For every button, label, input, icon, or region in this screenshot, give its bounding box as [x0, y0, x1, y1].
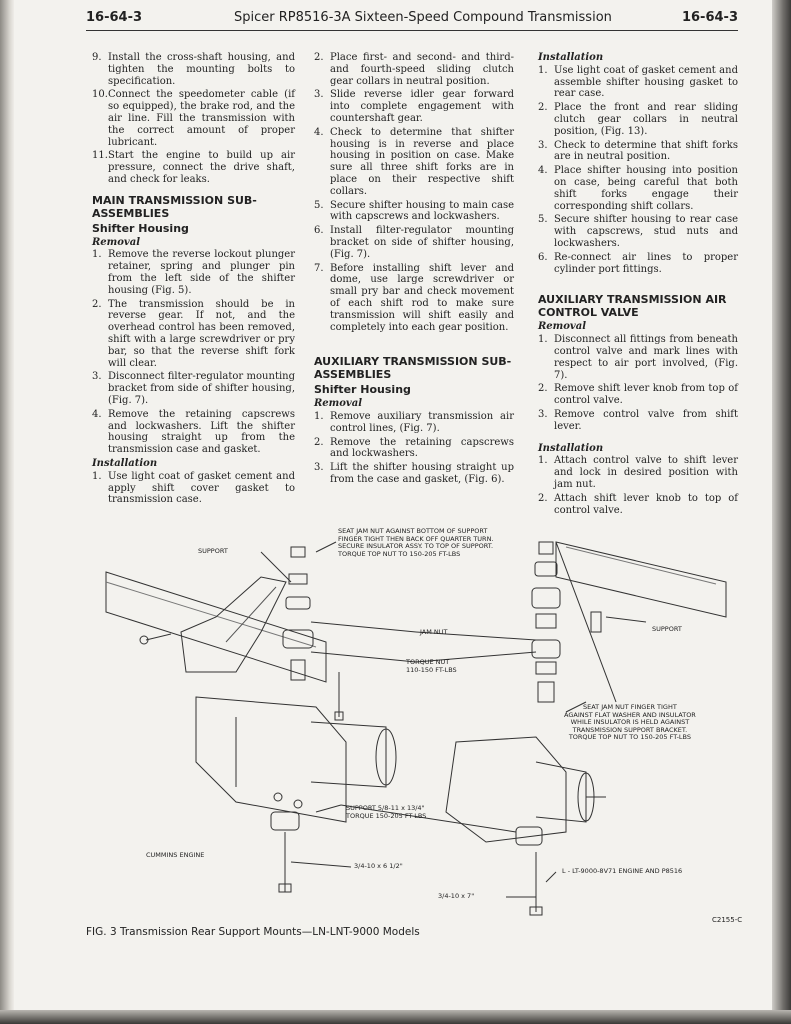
- note-line: FINGER TIGHT THEN BACK OFF QUARTER TURN.: [338, 534, 494, 543]
- list-item: [92, 52, 295, 87]
- label-jam-nut: JAM NUT: [420, 628, 448, 636]
- page-number-right: 16-64-3: [681, 10, 738, 25]
- list-item: [538, 214, 738, 249]
- list-item: [538, 334, 738, 381]
- note-line: SECURE INSULATOR ASSY. TO TOP OF SUPPORT.: [338, 542, 494, 550]
- item-text: Secure shifter housing to rear case with capscrews, stud nuts and lockwashers.: [554, 214, 738, 249]
- label-cummins-engine: CUMMINS ENGINE: [146, 851, 205, 859]
- item-number: 2.: [314, 52, 324, 63]
- item-number: 2.: [538, 492, 548, 504]
- list-item: [538, 455, 738, 490]
- page-header: [86, 8, 738, 31]
- label-line: SUPPORT 5/8-11 x 13/4": [346, 804, 425, 812]
- list-item: [314, 200, 514, 224]
- list-item: [538, 409, 738, 433]
- list-item: [538, 140, 738, 164]
- item-text: Start the engine to build up air pressure, connect the drive shaft, and check for leaks.: [108, 150, 295, 185]
- item-text: Install the cross-shaft housing, and tighten the mounting bolts to specification.: [108, 52, 295, 87]
- subsection-heading: Shifter Housing: [314, 383, 411, 397]
- item-text: Attach control valve to shift lever and lock in desired position with jam nut.: [554, 455, 738, 490]
- list-item: [314, 411, 514, 435]
- item-number: 11.: [92, 150, 108, 162]
- installation-heading: Installation: [538, 442, 604, 454]
- note-seat-finger-tight: [564, 704, 696, 742]
- list-item: [92, 299, 295, 370]
- item-number: 4.: [314, 126, 324, 138]
- item-number: 4.: [538, 165, 548, 177]
- item-text: Check to determine that shift forks are in neutral position.: [554, 139, 738, 163]
- item-text: Disconnect filter-regulator mounting bracket from side of shifter housing, (Fig. 7).: [108, 371, 295, 406]
- list-item: [92, 471, 295, 506]
- item-text: Place the front and rear sliding clutch gear collars in neutral position, (Fig. 13).: [554, 102, 738, 137]
- item-text: Disconnect all fittings from beneath control valve and mark lines with respect to air port involved, (Fig. 7).: [554, 334, 738, 381]
- item-number: 1.: [538, 334, 548, 346]
- washer-right: [535, 562, 557, 576]
- item-text: Remove the reverse lockout plunger retainer, spring and plunger pin from the left side of the shifter housing (Fig. 5).: [108, 249, 295, 296]
- removal-heading: Removal: [314, 398, 363, 410]
- item-number: 1.: [92, 470, 102, 482]
- list-item: [314, 127, 514, 198]
- list-item: [538, 65, 738, 100]
- list-item: [538, 493, 738, 517]
- item-text: Before installing shift lever and dome, use large screwdriver or small pry bar and check movement of each shift rod to make sure transmission will shift easily and completely into each gear position.: [330, 262, 514, 333]
- label-bolt-right: 3/4-10 x 7": [438, 892, 475, 900]
- item-number: 4.: [92, 408, 102, 420]
- item-text: Re-connect air lines to proper cylinder port fittings.: [554, 251, 738, 275]
- item-number: 3.: [314, 89, 324, 101]
- note-seat-jam-nut: [338, 528, 494, 558]
- note-line: TORQUE TOP NUT TO 150-205 FT-LBS: [568, 733, 692, 741]
- item-text: Use light coat of gasket cement and assemble shifter housing gasket to rear case.: [554, 64, 738, 100]
- section-heading: AUXILIARY TRANSMISSION AIR CONTROL VALVE: [538, 293, 727, 320]
- label-torque-nut: [406, 659, 457, 674]
- item-number: 3.: [538, 408, 548, 420]
- item-number: 9.: [92, 52, 102, 63]
- removal-heading: Removal: [538, 321, 587, 333]
- spacer-right: [536, 614, 556, 628]
- insulator-right: [532, 588, 560, 608]
- item-number: 2.: [538, 102, 548, 114]
- jam-nut-right: [539, 542, 553, 554]
- item-text: Use light coat of gasket cement and apply shift cover gasket to transmission case.: [108, 470, 295, 506]
- item-text: Check to determine that shifter housing is in reverse and place housing in position on case. Make sure all three shift forks are in place on their respective shift collars.: [330, 126, 514, 197]
- list-item: [92, 249, 295, 296]
- note-line: AGAINST FLAT WASHER AND INSULATOR: [564, 710, 696, 719]
- washer-left: [286, 597, 310, 609]
- removal-heading: Removal: [92, 236, 141, 248]
- item-text: Remove the retaining capscrews and lockwashers.: [330, 436, 514, 460]
- label-line: TORQUE 150-205 FT-LBS: [346, 811, 427, 820]
- list-item: [538, 252, 738, 276]
- label-support-right: SUPPORT: [652, 625, 682, 633]
- bolt-small-left: [146, 634, 171, 640]
- subsection-heading: Shifter Housing: [92, 221, 189, 235]
- bolt-right: [591, 612, 601, 632]
- page-edge-shadow: [772, 0, 791, 1024]
- item-text: Place first- and second- and third- and fourth-speed sliding clutch gear collars in neutral position.: [330, 52, 514, 87]
- item-text: The transmission should be in reverse gear. If not, and the overhead control has been removed, shift with a large screwdriver or pry bar, so that the reverse shift fork will clear.: [108, 298, 295, 369]
- item-number: 3.: [92, 371, 102, 383]
- item-number: 2.: [92, 298, 102, 310]
- output-housing-left: [311, 722, 386, 787]
- item-number: 5.: [538, 214, 548, 226]
- item-text: Secure shifter housing to main case with capscrews and lockwashers.: [330, 199, 514, 223]
- item-number: 5.: [314, 199, 324, 211]
- list-item: [314, 52, 514, 87]
- figure-code: C2155-C: [712, 916, 743, 924]
- list-item: [538, 102, 738, 137]
- transmission-case-left: [196, 697, 346, 822]
- list-item: [92, 89, 295, 148]
- list-item: [92, 409, 295, 456]
- item-number: 7.: [314, 262, 324, 274]
- binding-gutter: [0, 0, 14, 1024]
- section-heading: AUXILIARY TRANSMISSION SUB-ASSEMBLIES: [314, 355, 512, 382]
- page-bottom-shadow: [0, 1010, 791, 1024]
- item-number: 6.: [314, 225, 324, 237]
- list-item: [92, 371, 295, 406]
- label-engine-right: L - LT-9000-8V71 ENGINE AND P8516: [562, 867, 683, 875]
- text-column-2: [314, 52, 514, 488]
- jam-nut-left: [291, 547, 305, 557]
- list-item: [314, 89, 514, 124]
- lower-insulator-left: [271, 812, 299, 830]
- figure-caption: FIG. 3 Transmission Rear Support Mounts—LN-LNT-9000 Models: [86, 926, 420, 938]
- item-text: Attach shift lever knob to top of control valve.: [554, 492, 738, 516]
- installation-heading: Installation: [92, 457, 158, 469]
- support-mount-diagram: [86, 522, 746, 922]
- note-line: TRANSMISSION SUPPORT BRACKET.: [572, 725, 688, 734]
- label-support-left: SUPPORT: [198, 547, 228, 555]
- list-item: [314, 437, 514, 461]
- item-number: 3.: [538, 139, 548, 151]
- list-item: [314, 462, 514, 486]
- item-number: 1.: [314, 410, 324, 422]
- note-line: SEAT JAM NUT FINGER TIGHT: [583, 703, 677, 711]
- list-item: [538, 383, 738, 407]
- item-text: Install filter-regulator mounting bracket on side of shifter housing, (Fig. 7).: [330, 225, 514, 260]
- list-item: [92, 150, 295, 185]
- list-item: [314, 225, 514, 260]
- note-line: SEAT JAM NUT AGAINST BOTTOM OF SUPPORT: [338, 527, 488, 535]
- section-heading: MAIN TRANSMISSION SUB-ASSEMBLIES: [92, 193, 257, 220]
- item-number: 1.: [92, 249, 102, 261]
- frame-rail-right: [556, 542, 726, 617]
- item-number: 1.: [538, 64, 548, 76]
- item-number: 2.: [538, 383, 548, 395]
- text-column-3: [538, 52, 738, 518]
- item-text: Place shifter housing into position on case, being careful that both shift forks engage their corresponding shift collars.: [554, 165, 738, 212]
- item-number: 2.: [314, 436, 324, 448]
- label-bolt-left: 3/4-10 x 6 1/2": [354, 862, 403, 870]
- item-number: 6.: [538, 251, 548, 263]
- frame-rail-left: [106, 572, 326, 682]
- item-number: 3.: [314, 462, 324, 474]
- nut-left: [289, 574, 307, 584]
- page-title: Spicer RP8516-3A Sixteen-Speed Compound Transmission: [234, 10, 612, 25]
- lower-insulator-right: [516, 827, 542, 845]
- item-text: Lift the shifter housing straight up from the case and gasket, (Fig. 6).: [330, 462, 514, 485]
- label-support-bolt: [346, 805, 426, 820]
- item-text: Remove shift lever knob from top of control valve.: [554, 383, 738, 407]
- item-number: 1.: [538, 455, 548, 467]
- item-text: Remove the retaining capscrews and lockwashers. Lift the shifter housing straight up from the transmission case and gasket.: [108, 408, 295, 456]
- text-column-1: [92, 52, 295, 508]
- note-line: TORQUE TOP NUT TO 150-205 FT-LBS: [338, 549, 461, 558]
- list-item: [314, 263, 514, 334]
- label-line: TORQUE NUT: [406, 658, 450, 666]
- spacer-left: [291, 660, 305, 680]
- label-line: 110-150 FT-LBS: [406, 665, 457, 674]
- page-number-left: 16-64-3: [86, 10, 143, 25]
- item-text: Slide reverse idler gear forward into complete engagement with countershaft gear.: [330, 89, 514, 124]
- installation-heading: Installation: [538, 52, 604, 63]
- item-text: Remove control valve from shift lever.: [554, 408, 738, 432]
- item-text: Connect the speedometer cable (if so equipped), the brake rod, and the air line. Fill the transmission with the correct amount of proper lubricant.: [108, 89, 295, 148]
- list-item: [538, 165, 738, 212]
- note-line: WHILE INSULATOR IS HELD AGAINST: [570, 718, 690, 726]
- transmission-case-right: [446, 737, 566, 842]
- item-number: 10.: [92, 89, 108, 101]
- item-text: Remove auxiliary transmission air control lines, (Fig. 7).: [330, 410, 514, 434]
